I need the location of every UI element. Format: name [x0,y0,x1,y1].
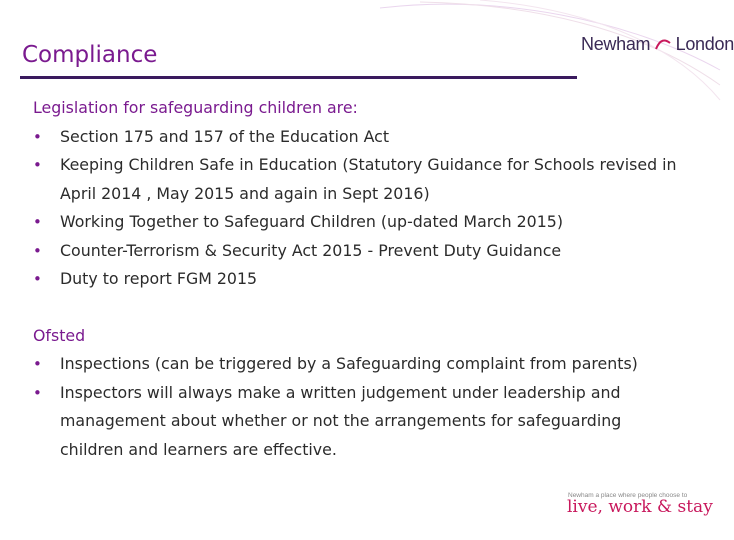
bullet-icon: • [33,355,42,373]
slide-content [33,94,683,464]
bullet-icon: • [33,127,42,146]
list-item: • Inspectors will always make a written judgement under leadership and management about whether or not the arrangements for safeguarding children and learners are effective. [33,379,683,465]
list-item: • Duty to report FGM 2015 [33,265,683,294]
footer-small-text: Newham a place where people choose to [568,492,688,499]
ofsted-list [33,350,683,464]
ofsted-heading: Ofsted [33,325,86,345]
newham-london-logo [581,34,734,55]
bullet-icon: • [33,270,42,288]
bullet-icon: • [33,156,42,174]
footer-tagline: live, work & stay [567,497,713,517]
bullet-icon: • [33,383,42,402]
title-underline [20,76,577,79]
bullet-icon: • [33,213,42,231]
list-item: • Keeping Children Safe in Education (Statutory Guidance for Schools revised in April 2014 , May 2015 and again in Sept 2016) [33,151,683,208]
list-item: • Section 175 and 157 of the Education Act [33,123,683,152]
page-title: Compliance [22,42,158,68]
logo-swoosh-icon [655,37,671,51]
legislation-heading: Legislation for safeguarding children are: [33,98,358,117]
list-item: • Counter-Terrorism & Security Act 2015 - Prevent Duty Guidance [33,237,683,266]
legislation-list [33,123,683,294]
list-item: • Inspections (can be triggered by a Safeguarding complaint from parents) [33,350,683,379]
logo-newham: Newham [581,34,651,54]
list-item: • Working Together to Safeguard Children (up-dated March 2015) [33,208,683,237]
bullet-icon: • [33,241,42,260]
logo-london: London [675,34,734,54]
